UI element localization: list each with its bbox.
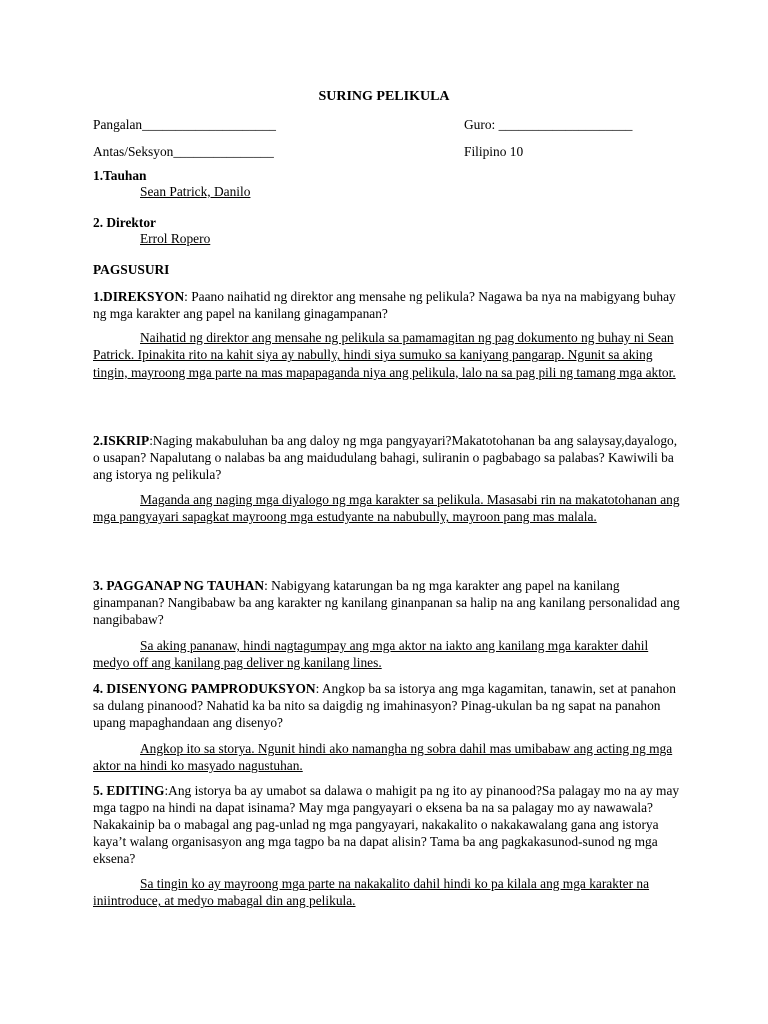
editing-question: :Ang istorya ba ay umabot sa dalawa o mahigit pa ng ito ay pinanood?Sa palagay mo na ay may mga tagpo na hindi na dapat isinama? May mga pangyayari o eksena ba na sa palagay mo ay nawawala? Nakakainip ba o mabagal ang pag-unlad ng mga pangyayari, nakakalito o nakakawalang gana ang istorya kaya’t walang organisasyon ang mga tagpo ba na dapat alisin? Tama ba ang pagkakasunod-sunod ng mga eksena? — [93, 783, 680, 866]
disenyo-answer: Angkop ito sa storya. Ngunit hindi ako namangha ng sobra dahil mas umibabaw ang acting ng mga aktor na hindi ko masyado nagustuhan. — [93, 741, 673, 774]
pagsusuri-heading: PAGSUSURI — [93, 262, 170, 277]
direktor-value: Errol Ropero — [140, 231, 211, 246]
direksyon-question-block — [93, 288, 683, 322]
direksyon-answer: Naihatid ng direktor ang mensahe ng pelikula sa pamamagitan ng pag dokumento ng buhay ni Sean Patrick. Ipinakita rito na kahit siya ay nabully, hindi siya sumuko sa kaniyang pangarap. Ngunit sa aking tingin, mayroong mga parte na mas mapapaganda niya ang pelikula, lalo na sa pag pili ng tamang mga aktor. — [93, 330, 676, 380]
pangalan-field: Pangalan____________________ — [93, 117, 276, 132]
pagganap-answer: Sa aking pananaw, hindi nagtagumpay ang mga aktor na iakto ang kanilang mga karakter dahil medyo off ang kanilang pag deliver ng kanilang lines. — [93, 638, 649, 671]
direksyon-heading: 1.DIREKSYON — [93, 289, 185, 304]
iskrip-answer: Maganda ang naging mga diyalogo ng mga karakter sa pelikula. Masasabi rin na makatotohanan ang mga pangyayari sapagkat mayroong mga estudyante na nabubully, mayroon pang mas malala. — [93, 492, 680, 525]
iskrip-heading: 2.ISKRIP — [93, 433, 150, 448]
iskrip-question: :Naging makabuluhan ba ang daloy ng mga pangyayari?Makatotohanan ba ang salaysay,dayalogo, o usapan? Napalutang o nalabas ba ang maidudulang bahagi, suliranin o pagbabago sa palabas? Kawiwili ba ang istorya ng pelikula? — [93, 433, 678, 482]
editing-question-block — [93, 782, 683, 867]
direksyon-question: : Paano naihatid ng direktor ang mensahe ng pelikula? Nagawa ba nya na mabigyang buhay ng mga karakter ang papel na kanilang ginagampanan? — [93, 289, 676, 321]
document-title: SURING PELIKULA — [318, 89, 450, 104]
disenyo-heading: 4. DISENYONG PAMPRODUKSYON — [93, 681, 316, 696]
editing-answer: Sa tingin ko ay mayroong mga parte na nakakalito dahil hindi ko pa kilala ang mga karakter na iniintroduce, at medyo mabagal din ang pelikula. — [93, 876, 650, 909]
pagganap-heading: 3. PAGGANAP NG TAUHAN — [93, 578, 265, 593]
tauhan-value: Sean Patrick, Danilo — [140, 184, 251, 199]
guro-field: Guro: ____________________ — [464, 117, 633, 132]
pagganap-question-block — [93, 577, 683, 628]
disenyo-question-block — [93, 680, 683, 731]
direktor-heading: 2. Direktor — [93, 215, 156, 230]
iskrip-question-block — [93, 432, 683, 483]
antas-seksyon-field: Antas/Seksyon_______________ — [93, 144, 274, 159]
subject-label: Filipino 10 — [464, 144, 524, 159]
disenyo-question: : Angkop ba sa istorya ang mga kagamitan, tanawin, set at panahon sa dulang pinanood? Nahatid ka ba nito sa daigdig ng imahinasyon? Pinag-ukulan ba ng sapat na panahon upang mapaghandaan ang disenyo? — [93, 681, 676, 730]
pagganap-question: : Nabigyang katarungan ba ng mga karakter ang papel na kanilang ginampanan? Nangibabaw ba ang karakter ng kanilang ginanpanan sa halip na ang kanilang personalidad ang nangibabaw? — [93, 578, 680, 627]
editing-heading: 5. EDITING — [93, 783, 165, 798]
tauhan-heading: 1.Tauhan — [93, 168, 147, 183]
